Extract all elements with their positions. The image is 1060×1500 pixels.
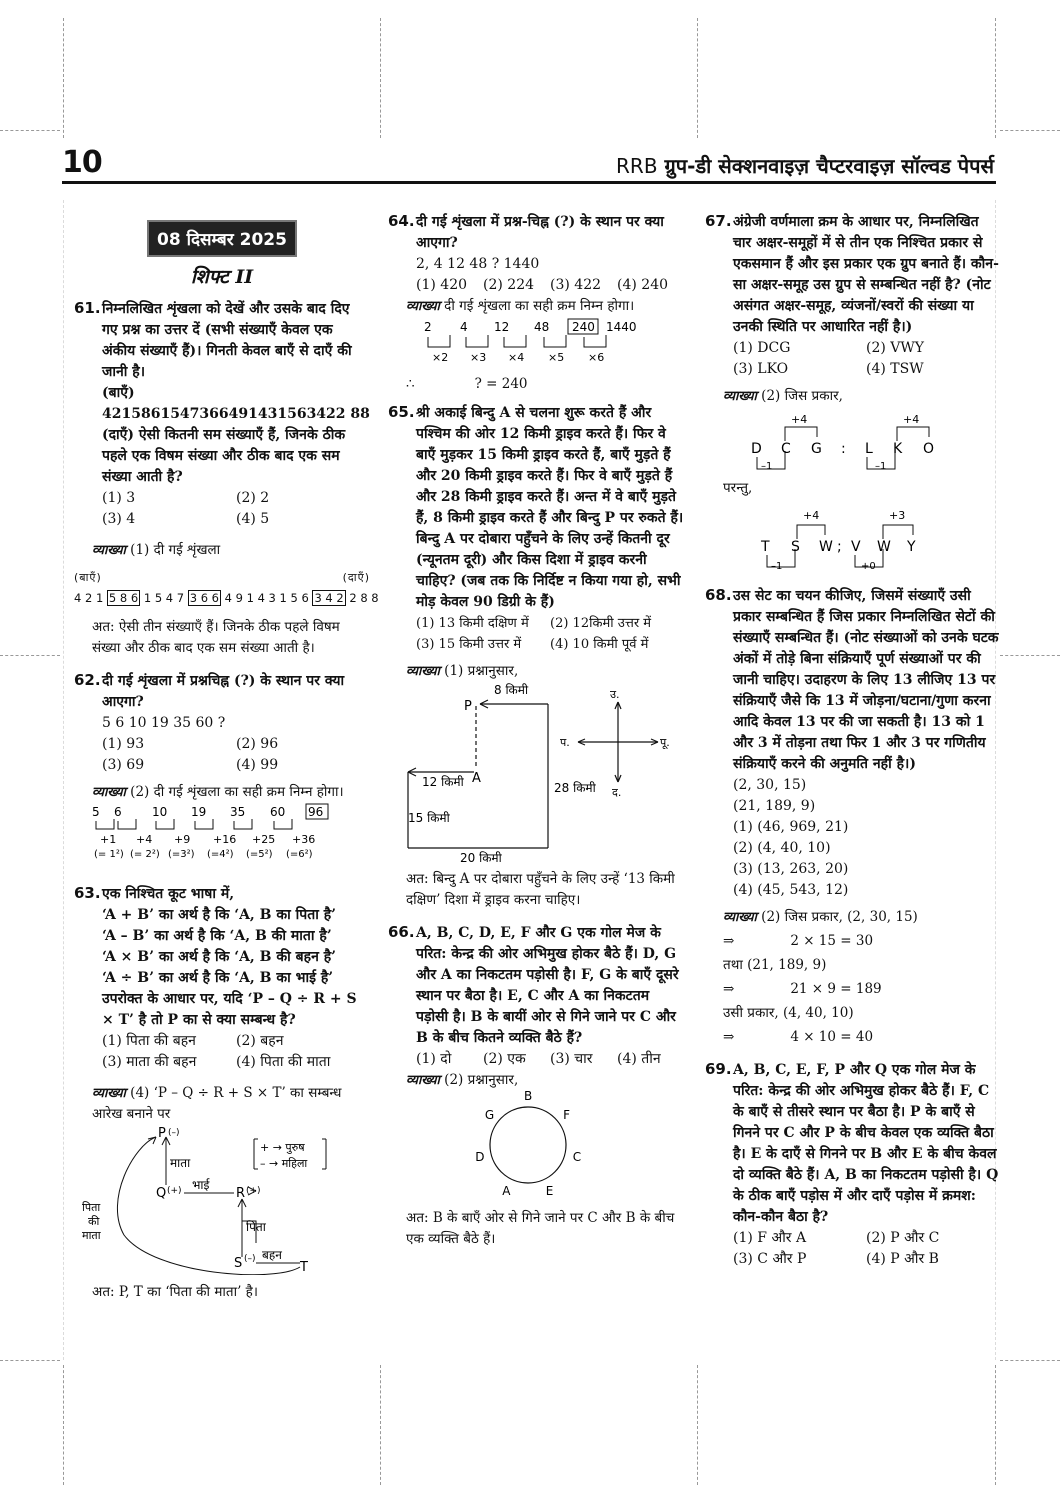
question-text: एक निश्चित कूट भाषा में, (102, 886, 235, 902)
crop-mark (0, 130, 60, 131)
question-text: दी गई शृंखला में प्रश्नचिह्न (?) के स्थान पर क्या आएगा? (102, 673, 345, 710)
svg-text:C: C (781, 441, 791, 457)
question-number: 69. (705, 1060, 732, 1078)
q64-diagram (388, 317, 684, 367)
crop-mark (1000, 1360, 1060, 1361)
q67-explanation (705, 386, 999, 407)
series-square: (= 2²) (130, 849, 160, 860)
q65-route-diagram (388, 682, 684, 862)
answer: (2) जिस प्रकार, (761, 388, 843, 404)
q63-conclusion: अत: P, T का ‘पिता की माता’ है। (92, 1284, 258, 1300)
crop-mark (380, 1365, 381, 1485)
svg-text:भाई: भाई (192, 1178, 210, 1192)
svg-text:Y: Y (907, 539, 916, 555)
question-text: अंग्रेजी वर्णमाला क्रम के आधार पर, निम्नलिखित चार अक्षर-समूहों में से तीन एक निश्चित प्रकार से एकसमान हैं और इस प्रकार एक ग्रुप बनाते हैं। कौन-सा अक्षर-समूह उस ग्रुप से सम्बन्धित नहीं है? (नोट असंगत अक्षर-समूह, व्यंजनों/स्वरों की संख्या या उनकी स्थिति पर आधारित नहीं है।) (733, 214, 999, 335)
option: (2) 96 (236, 736, 279, 752)
q61-question: (दाएँ) ऐसी कितनी सम संख्याएँ हैं, जिनके ठीक पहले एक विषम संख्या और ठीक बाद एक सम संख्या आती है? (102, 427, 346, 485)
series-number: 1440 (606, 320, 637, 334)
series-square: (=6²) (286, 849, 313, 860)
question-text: दी गई शृंखला में प्रश्न-चिह्न (?) के स्थान पर क्या आएगा? (416, 214, 664, 251)
q66-conclusion: अत: B के बाएँ ओर से गिने जाने पर C और B के बीच एक व्यक्ति बैठे हैं। (406, 1210, 675, 1247)
q68-set: (21, 189, 9) (733, 798, 816, 814)
svg-text:माता: माता (170, 1156, 191, 1170)
series-difference: +4 (136, 833, 153, 846)
svg-text:15 किमी: 15 किमी (408, 811, 450, 825)
svg-text:+0: +0 (861, 561, 876, 571)
question-text: श्री अकाई बिन्दु A से चलना शुरू करते हैं और पश्चिम की ओर 12 किमी ड्राइव करते हैं। फिर वे बाएँ मुड़कर 15 किमी ड्राइव करते हैं, बाएँ मुड़ते हैं और 20 किमी ड्राइव करते हैं। फिर वे बाएँ मुड़ते हैं और 28 किमी ड्राइव करते हैं। अन्त में वे बाएँ मुड़ते हैं, 8 किमी ड्राइव करते हैं और बिन्दु P पर रुकते हैं। बिन्दु A पर दोबारा पहुँचने के लिए उन्हें कितनी दूर (न्यूनतम दूरी) और किस दिशा में ड्राइव करनी चाहिए? (जब तक कि निर्दिष्ट न किया गया हो, सभी मोड़ केवल 90 डिग्री के हैं) (416, 405, 684, 610)
question-text: निम्नलिखित शृंखला को देखें और उसके बाद दिए गए प्रश्न का उत्तर दें (सभी संख्याएँ केवल एक अंकीय संख्याएँ हैं)। गिनती केवल बाएँ से दाएँ की जानी है। (102, 301, 352, 380)
option: (2) एक (483, 1051, 526, 1067)
svg-text:बहन: बहन (262, 1248, 282, 1262)
series-multiplier: ×5 (548, 351, 565, 364)
crop-mark (697, 1365, 698, 1485)
question-number: 62. (74, 671, 101, 689)
svg-text:–1: –1 (771, 561, 783, 571)
book-title-main: ग्रुप-डी सेक्शनवाइज़ चैप्टरवाइज़ सॉल्वड पेपर्स (664, 154, 994, 178)
option: (3) 15 किमी उत्तर में (416, 637, 522, 652)
q65-explanation (388, 661, 684, 682)
series-number: 10 (152, 805, 168, 819)
q61-explanation (74, 540, 370, 561)
svg-text:(+): (+) (167, 1186, 182, 1196)
q67-parantu: परन्तु, (723, 480, 753, 496)
series-multiplier: ×4 (508, 351, 525, 364)
question-number: 68. (705, 586, 732, 604)
crop-mark (0, 1360, 60, 1361)
svg-text:D: D (751, 441, 762, 457)
q64-series: 2, 4 12 48 ? 1440 (416, 256, 540, 272)
series-square: (= 1²) (94, 849, 124, 860)
svg-text:;: ; (837, 539, 842, 555)
answer: (1) प्रश्नानुसार, (444, 663, 519, 679)
seat-E: E (545, 1184, 554, 1198)
option: (3) (13, 263, 20) (733, 861, 849, 877)
option: (4) तीन (617, 1051, 661, 1067)
svg-text:V: V (851, 539, 861, 555)
seat-A: A (502, 1184, 511, 1198)
q64-options (388, 275, 684, 296)
svg-text:S: S (791, 539, 800, 555)
q63-rule: ‘A + B’ का अर्थ है कि ‘A, B का पिता है’ (102, 907, 337, 923)
question-text: उस सेट का चयन कीजिए, जिसमें संख्याएँ उसी प्रकार सम्बन्धित हैं जिस प्रकार निम्नलिखित सेटों की संख्याएँ सम्बन्धित हैं। (नोट संख्याओं को उनके घटक अंकों में तोड़े बिना संक्रियाएँ पूर्ण संख्याओं पर की जानी चाहिए। उदाहरण के लिए 13 लीजिए 13 पर संक्रियाएँ जैसे कि 13 में जोड़ना/घटाना/गुणा करना आदि केवल 13 पर की जा सकती है। 13 को 1 और 3 में तोड़ना तथा फिर 1 और 3 पर गणितीय संक्रियाएँ करने की अनुमति नहीं है।) (733, 588, 999, 772)
svg-text:+4: +4 (803, 509, 820, 522)
svg-text:–1: –1 (761, 461, 773, 471)
direction-north: उ. (610, 688, 620, 701)
svg-text:G: G (811, 441, 822, 457)
point-P: P (464, 699, 472, 714)
option: (1) दो (416, 1051, 452, 1067)
seat-F: F (563, 1107, 571, 1122)
q65-options (388, 613, 684, 655)
series-number: 48 (534, 320, 550, 334)
q61-marked-series: 4 2 1 5 8 6 1 5 4 7 3 6 6 4 9 1 4 3 1 5 6 3 4 2 2 8 8 (74, 591, 379, 605)
question-number: 63. (74, 884, 101, 902)
header-rule (62, 181, 996, 184)
series-number: 240 (572, 320, 595, 334)
node-T: T (300, 1260, 308, 1275)
crop-mark (380, 18, 381, 138)
option: (4) 99 (236, 757, 279, 773)
q68-explanation (705, 907, 999, 928)
option: (2) VWY (866, 340, 925, 356)
q62-series: 5 6 10 19 35 60 ? (102, 715, 226, 731)
option: (1) (46, 969, 21) (733, 819, 849, 835)
crop-mark (1000, 130, 1060, 131)
question-65 (388, 403, 684, 613)
svg-text:20 किमी: 20 किमी (460, 851, 502, 862)
q68-set: (2, 30, 15) (733, 777, 807, 793)
question-64 (388, 212, 684, 254)
series-multiplier: ×2 (432, 351, 449, 364)
series-number: 6 (114, 805, 122, 819)
q61-options (74, 488, 370, 530)
vyakhya-label: व्याख्या (406, 299, 440, 314)
answer: (2) प्रश्नानुसार, (444, 1072, 519, 1088)
highlight-box: 5 8 6 (108, 591, 139, 605)
direction-west: प. (560, 736, 570, 749)
vyakhya-label: व्याख्या (723, 389, 757, 404)
option: (1) 3 (102, 490, 136, 506)
series-number: 60 (270, 805, 286, 819)
svg-text:O: O (923, 441, 935, 457)
q63-explanation (74, 1083, 370, 1125)
svg-text::: : (841, 441, 846, 457)
q67-diagram-2 (705, 499, 999, 571)
crop-mark (0, 655, 60, 656)
q61-labels (74, 567, 370, 588)
series-number: 35 (230, 805, 246, 819)
series-square: (=4²) (207, 849, 234, 860)
series-difference: +16 (213, 833, 237, 846)
option: (4) P और B (866, 1251, 939, 1267)
q69-options (705, 1228, 999, 1270)
q68-step: ⇒ 4 × 10 = 40 (723, 1029, 874, 1045)
q68-step: तथा (21, 189, 9) (723, 957, 827, 973)
svg-text:माता: माता (82, 1229, 101, 1242)
svg-text:+3: +3 (889, 509, 906, 522)
answer: (2) दी गई शृंखला का सही क्रम निम्न होगा। (130, 784, 344, 800)
option: (3) 69 (102, 757, 145, 773)
direction-east: पू. (660, 736, 670, 749)
svg-text:(–): (–) (168, 1128, 180, 1138)
q66-circle-diagram (388, 1091, 684, 1201)
right-label: (दाएँ) (342, 571, 370, 584)
crop-mark (697, 18, 698, 138)
option: (2) (4, 40, 10) (733, 840, 831, 856)
q68-step: ⇒ 2 × 15 = 30 (723, 933, 874, 949)
q62-options (74, 734, 370, 776)
crop-mark (995, 18, 996, 138)
series-number: 2 (424, 320, 432, 334)
q65-conclusion: अत: बिन्दु A पर दोबारा पहुँचने के लिए उन्हें ‘13 किमी दक्षिण’ दिशा में ड्राइव करना चाहिए। (406, 871, 675, 908)
option: (3) चार (550, 1051, 593, 1067)
book-title (616, 152, 994, 179)
q64-result: ∴ ? = 240 (406, 376, 528, 392)
svg-text:–1: –1 (875, 461, 887, 471)
q61-conclusion: अत: ऐसी तीन संख्याएँ हैं। जिनके ठीक पहले विषम संख्या और ठीक बाद एक सम संख्या आती है। (92, 619, 340, 656)
option: (1) पिता की बहन (102, 1033, 196, 1049)
svg-text:L: L (865, 441, 873, 457)
q68-step: ⇒ 21 × 9 = 189 (723, 981, 882, 997)
answer: (2) जिस प्रकार, (2, 30, 15) (761, 909, 918, 925)
series-multiplier: ×6 (588, 351, 605, 364)
crop-mark (63, 18, 64, 138)
vyakhya-label: व्याख्या (92, 1086, 126, 1101)
q62-explanation (74, 782, 370, 803)
series-difference: +1 (100, 833, 117, 846)
option: (1) 93 (102, 736, 145, 752)
crop-mark (1000, 655, 1060, 656)
crop-mark (63, 200, 64, 1360)
node-P: P (158, 1126, 166, 1141)
svg-text:28 किमी: 28 किमी (554, 781, 596, 795)
svg-text:W: W (877, 539, 891, 555)
option: (3) C और P (733, 1251, 807, 1267)
legend-female: – → महिला (260, 1157, 308, 1170)
q63-family-tree (74, 1125, 370, 1275)
option: (1) 13 किमी दक्षिण में (416, 616, 529, 631)
svg-text:+4: +4 (791, 413, 808, 426)
svg-text:+4: +4 (903, 413, 920, 426)
svg-text:की: की (88, 1215, 100, 1228)
question-61 (74, 299, 370, 383)
svg-text:पिता: पिता (246, 1220, 266, 1234)
direction-south: द. (612, 786, 622, 799)
node-Q: Q (156, 1186, 167, 1201)
q66-options (388, 1049, 684, 1070)
option: (3) LKO (733, 361, 789, 377)
crop-mark (995, 1365, 996, 1485)
question-62 (74, 671, 370, 713)
q68-step: उसी प्रकार, (4, 40, 10) (723, 1005, 854, 1021)
answer: (4) ‘P – Q ÷ R + S × T’ का सम्बन्ध आरेख बनाने पर (92, 1085, 342, 1122)
question-67 (705, 212, 999, 338)
option: (2) 224 (483, 277, 535, 293)
question-number: 64. (388, 212, 415, 230)
q64-explanation (388, 296, 684, 317)
answer: दी गई शृंखला का सही क्रम निम्न होगा। (444, 298, 635, 314)
svg-text:K: K (893, 441, 903, 457)
option: (4) 10 किमी पूर्व में (550, 637, 649, 652)
svg-text:(+): (+) (246, 1186, 261, 1196)
seat-B: B (524, 1091, 533, 1103)
q63-rule: ‘A × B’ का अर्थ है कि ‘A, B की बहन है’ (102, 949, 337, 965)
column-3 (705, 210, 999, 1270)
option: (3) माता की बहन (102, 1054, 197, 1070)
q67-options (705, 338, 999, 380)
option: (2) बहन (236, 1033, 284, 1049)
option: (4) पिता की माता (236, 1054, 331, 1070)
q63-question: उपरोक्त के आधार पर, यदि ‘P – Q ÷ R + S × T’ है तो P का से क्या सम्बन्ध है? (102, 991, 357, 1028)
question-number: 67. (705, 212, 732, 230)
seat-C: C (572, 1150, 582, 1165)
series-number: 96 (308, 805, 324, 819)
q63-options (74, 1031, 370, 1073)
option: (1) F और A (733, 1230, 807, 1246)
answer: (1) दी गई शृंखला (130, 542, 221, 558)
series-number: 5 (92, 805, 100, 819)
option: (2) 12किमी उत्तर में (550, 616, 652, 631)
option: (3) 4 (102, 511, 136, 527)
series-number: 19 (191, 805, 207, 819)
svg-text:8 किमी: 8 किमी (494, 683, 529, 697)
series-number: 4 (460, 320, 468, 334)
q67-diagram-1 (705, 407, 999, 471)
q63-rule: ‘A – B’ का अर्थ है कि ‘A, B की माता है’ (102, 928, 332, 944)
series-difference: +9 (174, 833, 191, 846)
q62-diagram (74, 803, 370, 869)
option: (2) 2 (236, 490, 270, 506)
svg-text:पिता: पिता (82, 1201, 101, 1214)
shift-label: शिफ्ट II (190, 266, 254, 288)
vyakhya-label: व्याख्या (92, 785, 126, 800)
option: (4) TSW (866, 361, 924, 377)
q63-rule: ‘A ÷ B’ का अर्थ है कि ‘A, B का भाई है’ (102, 970, 334, 986)
question-63 (74, 884, 370, 905)
svg-text:T: T (761, 539, 770, 555)
q66-explanation (388, 1070, 684, 1091)
option: (2) P और C (866, 1230, 940, 1246)
crop-mark (63, 1365, 64, 1485)
question-text: A, B, C, D, E, F और G एक गोल मेज के परित: केन्द्र की ओर अभिमुख होकर बैठे हैं। D, G और A का निकटतम पड़ोसी है। F, G के बाएँ दूसरे स्थान पर बैठा है। E, C और A का निकटतम पड़ोसी है। B के बायीं ओर से गिने जाने पर C और B के बीच कितने व्यक्ति बैठे हैं? (416, 925, 679, 1046)
question-69 (705, 1060, 999, 1228)
svg-text:(–): (–) (244, 1254, 256, 1264)
q61-series: (बाएँ) 4215861547366491431563422 88 (102, 385, 370, 422)
question-text: A, B, C, E, F, P और Q एक गोल मेज के परित: केन्द्र की ओर अभिमुख होकर बैठे हैं। F, C के बाएँ से तीसरे स्थान पर बैठा है। P के बाएँ से गिनने पर C और P के बीच केवल एक व्यक्ति बैठा है। E के दाएँ से गिनने पर B और E के बीच केवल दो व्यक्ति बैठे हैं। A, B का निकटतम पड़ोसी है। Q के ठीक बाएँ पड़ोस में और दाएँ पड़ोस में क्रमश: कौन-कौन बैठा है? (733, 1062, 999, 1225)
vyakhya-label: व्याख्या (406, 1073, 440, 1088)
legend-male: + → पुरुष (260, 1141, 305, 1154)
question-number: 66. (388, 923, 415, 941)
option: (4) (45, 543, 12) (733, 882, 849, 898)
series-number: 12 (494, 320, 510, 334)
node-S: S (234, 1256, 243, 1271)
exam-date-box: 08 दिसम्बर 2025 (147, 220, 297, 257)
option: (3) 422 (550, 277, 602, 293)
svg-text:W: W (819, 539, 833, 555)
column-1 (74, 210, 379, 1303)
svg-text:12 किमी: 12 किमी (422, 775, 464, 789)
seat-D: D (475, 1150, 485, 1165)
option: (4) 240 (617, 277, 669, 293)
vyakhya-label: व्याख्या (406, 664, 440, 679)
series-square: (=5²) (246, 849, 273, 860)
question-66 (388, 923, 684, 1049)
highlight-box: 3 4 2 (314, 591, 344, 605)
seat-G: G (484, 1107, 495, 1122)
highlight-box: 3 6 6 (189, 591, 219, 605)
question-68 (705, 586, 999, 775)
vyakhya-label: व्याख्या (723, 910, 757, 925)
vyakhya-label: व्याख्या (92, 543, 126, 558)
series-difference: +36 (292, 833, 316, 846)
page-number: 10 (62, 145, 102, 180)
column-2 (388, 210, 684, 1250)
series-square: (=3²) (168, 849, 195, 860)
series-difference: +25 (252, 833, 276, 846)
left-label: (बाएँ) (74, 571, 102, 584)
book-title-prefix: RRB (616, 154, 658, 178)
option: (1) 420 (416, 277, 468, 293)
question-number: 61. (74, 299, 101, 317)
option: (1) DCG (733, 340, 791, 356)
point-A: A (472, 771, 481, 786)
series-multiplier: ×3 (470, 351, 487, 364)
question-number: 65. (388, 403, 415, 421)
option: (4) 5 (236, 511, 270, 527)
node-R: R (236, 1186, 246, 1201)
